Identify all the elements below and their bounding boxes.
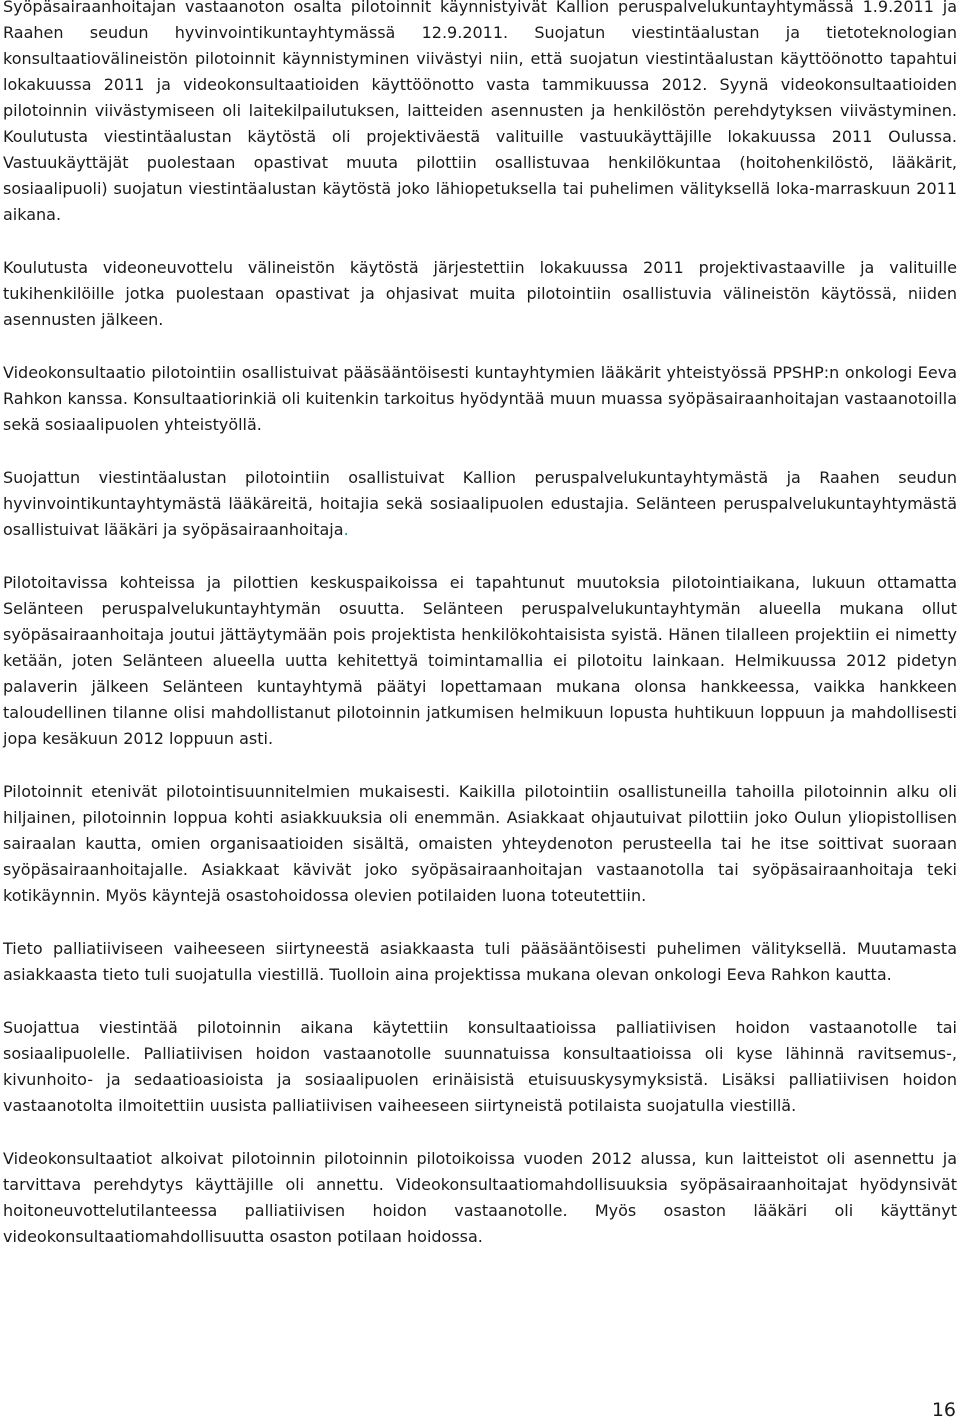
paragraph-pilot-changes xyxy=(3,570,957,752)
paragraph-text: Suojattua viestintää pilotoinnin aikana käytettiin konsultaatioissa palliatiivisen hoidon vastaanotolle tai sosiaalipuolelle. Palliatiivisen hoidon vastaanotolle suunnatuissa konsultaatioissa oli kyse lähinnä ravitsemus-, kivunhoito- ja sedaatioasioista ja sosiaalipuolen erinäisistä etuisuuskysymyksistä. Lisäksi palliatiivisen hoidon vastaanotolta ilmoitettiin uusista palliatiivisen vaiheeseen siirtyneistä potilaista suojatulla viestillä. xyxy=(3,1018,957,1115)
paragraph-text: Videokonsultaatio pilotointiin osallistuivat pääsääntöisesti kuntayhtymien lääkärit yhteistyössä PPSHP:n onkologi Eeva Rahkon kanssa. Konsultaatiorinkiä oli kuitenkin tarkoitus hyödyntää muun muassa syöpäsairaanhoitajan vastaanotoilla sekä sosiaalipuolen yhteistyöllä. xyxy=(3,363,957,434)
paragraph-secure-platform xyxy=(3,465,957,543)
paragraph-text: Syöpäsairaanhoitajan vastaanoton osalta pilotoinnit käynnistyivät Kallion peruspalvelukuntayhtymässä 1.9.2011 ja Raahen seudun hyvinvointikuntayhtymässä 12.9.2011. Suojatun viestintäalustan ja tietoteknologian konsultaatiovälineistön pilotoinnit käynnistyminen viivästyi niin, että suojatun viestintäalustan käyttöönotto tapahtui lokakuussa 2011 ja videokonsultaatioiden käyttöönotto vasta tammikuussa 2012. Syynä videokonsultaatioiden pilotoinnin viivästymiseen oli laitekilpailutuksen, laitteiden asennusten ja henkilöstön perehdytyksen viivästyminen. Koulutusta viestintäalustan käytöstä oli projektiväestä valituille vastuukäyttäjille lokakuussa 2011 Oulussa. Vastuukäyttäjät puolestaan opastivat muuta pilottiin osallistuvaa henkilökuntaa (hoitohenkilöstö, lääkärit, sosiaalipuoli) suojatun viestintäalustan käytöstä joko lähiopetuksella tai puhelimen välityksellä loka-marraskuun 2011 aikana. xyxy=(3,0,957,224)
paragraph-video-usage xyxy=(3,1146,957,1250)
paragraph-text: Tieto palliatiiviseen vaiheeseen siirtyneestä asiakkaasta tuli pääsääntöisesti puhelimen välityksellä. Muutamasta asiakkaasta tieto tuli suojatulla viestillä. Tuolloin aina projektissa mukana olevan onkologi Eeva Rahkon kautta. xyxy=(3,939,957,984)
paragraph-text: Pilotoitavissa kohteissa ja pilottien keskuspaikoissa ei tapahtunut muutoksia pilotointiaikana, lukuun ottamatta Selänteen peruspalvelukuntayhtymän osuutta. Selänteen peruspalvelukuntayhtymän alueella mukana ollut syöpäsairaanhoitaja joutui jättäytymään pois projektista henkilökohtaisista syistä. Hänen tilalleen projektiin ei nimetty ketään, joten Selänteen alueella uutta kehitettyä toimintamallia ei pilotoitu lainkaan. Helmikuussa 2012 pidetyn palaverin jälkeen Selänteen kuntayhtymä päätyi lopettamaan mukana olonsa hankkeessa, vaikka hankkeen taloudellinen tilanne olisi mahdollistanut pilotoinnin jatkumisen helmikuun lopusta huhtikuun loppuun ja mahdollisesti jopa kesäkuun 2012 loppuun asti. xyxy=(3,573,957,748)
paragraph-pilot-progress xyxy=(3,779,957,909)
paragraph-video-consultation xyxy=(3,360,957,438)
paragraph-text: Koulutusta videoneuvottelu välineistön käytöstä järjestettiin lokakuussa 2011 projektivastaaville ja valituille tukihenkilöille jotka puolestaan opastivat ja ohjasivat muita pilotointiin osallistuvia välineistön käytössä, niiden asennusten jälkeen. xyxy=(3,258,957,329)
paragraph-text: Suojattun viestintäalustan pilotointiin osallistuivat Kallion peruspalvelukuntayhtymästä ja Raahen seudun hyvinvointikuntayhtymästä lääkäreitä, hoitajia sekä sosiaalipuolen edustajia. Selänteen peruspalvelukuntayhtymästä osallistuivat lääkäri ja syöpäsairaanhoitaja xyxy=(3,468,957,539)
paragraph-text: Videokonsultaatiot alkoivat pilotoinnin pilotoinnin pilotoikoissa vuoden 2012 alussa, kun laitteistot oli asennettu ja tarvittava perehdytys käyttäjille oli annettu. Videokonsultaatiomahdollisuuksia syöpäsairaanhoitajat hyödynsivät hoitoneuvottelutilanteessa palliatiivisen hoidon vastaanotolle. Myös osaston lääkäri oli käyttänyt videokonsultaatiomahdollisuutta osaston potilaan hoidossa. xyxy=(3,1149,957,1246)
paragraph-video-training xyxy=(3,255,957,333)
document-page xyxy=(3,0,957,1277)
accent-period: . xyxy=(343,520,349,539)
page-number: 16 xyxy=(931,1399,956,1421)
paragraph-palliative-info xyxy=(3,936,957,988)
paragraph-pilot-start xyxy=(3,0,957,228)
paragraph-text: Pilotoinnit etenivät pilotointisuunnitelmien mukaisesti. Kaikilla pilotointiin osallistuneilla tahoilla pilotoinnin alku oli hiljainen, pilotoinnin loppua kohti asiakkuuksia oli enemmän. Asiakkaat ohjautuivat pilottiin joko Oulun yliopistollisen sairaalan kautta, omien organisaatioiden sisältä, omaisten yhteydenoton perusteella tai he itse soittivat suoraan syöpäsairaanhoitajalle. Asiakkaat kävivät joko syöpäsairaanhoitajan vastaanotolla tai syöpäsairaanhoitaja teki kotikäynnin. Myös käyntejä osastohoidossa olevien potilaiden luona toteutettiin. xyxy=(3,782,957,905)
paragraph-secure-messaging xyxy=(3,1015,957,1119)
